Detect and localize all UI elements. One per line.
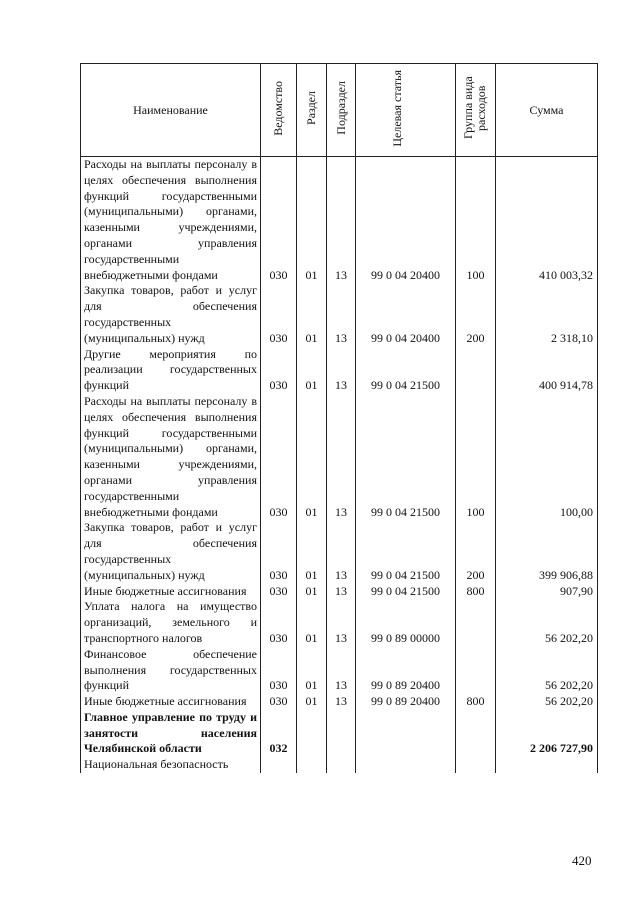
cell-razdel: 01 bbox=[297, 157, 327, 284]
cell-summa: 2 206 727,90 bbox=[496, 710, 598, 757]
cell-gruppa: 100 bbox=[456, 157, 496, 284]
header-gruppa: Группа вида расходов bbox=[456, 64, 496, 157]
cell-summa: 56 202,20 bbox=[496, 647, 598, 694]
cell-razdel: 01 bbox=[297, 599, 327, 646]
cell-podrazdel bbox=[327, 710, 356, 757]
cell-gruppa bbox=[456, 710, 496, 757]
header-summa: Сумма bbox=[496, 64, 598, 157]
table-row bbox=[81, 394, 598, 520]
cell-summa: 56 202,20 bbox=[496, 694, 598, 710]
table-row bbox=[81, 157, 598, 284]
cell-name: Закупка товаров, работ и услуг для обеспечения государственных (муниципальных) нужд bbox=[81, 283, 261, 346]
cell-name: Национальная безопасность bbox=[81, 757, 261, 773]
table-row bbox=[81, 347, 598, 394]
cell-name: Иные бюджетные ассигнования bbox=[81, 694, 261, 710]
table-row bbox=[81, 599, 598, 646]
cell-summa: 56 202,20 bbox=[496, 599, 598, 646]
table-row bbox=[81, 757, 598, 773]
cell-podrazdel bbox=[327, 757, 356, 773]
header-name: Наименование bbox=[81, 64, 261, 157]
cell-razdel: 01 bbox=[297, 584, 327, 600]
cell-celevaya bbox=[356, 710, 456, 757]
cell-celevaya: 99 0 04 20400 bbox=[356, 283, 456, 346]
cell-razdel: 01 bbox=[297, 647, 327, 694]
cell-vedomstvo: 030 bbox=[261, 647, 297, 694]
budget-table bbox=[80, 63, 598, 773]
header-celevaya: Целевая статья bbox=[356, 64, 456, 157]
cell-vedomstvo: 030 bbox=[261, 157, 297, 284]
cell-celevaya: 99 0 04 21500 bbox=[356, 520, 456, 583]
cell-gruppa: 800 bbox=[456, 694, 496, 710]
cell-gruppa bbox=[456, 757, 496, 773]
cell-gruppa: 100 bbox=[456, 394, 496, 520]
cell-celevaya: 99 0 04 21500 bbox=[356, 347, 456, 394]
header-vedomstvo: Ведомство bbox=[261, 64, 297, 157]
cell-podrazdel: 13 bbox=[327, 599, 356, 646]
cell-celevaya: 99 0 04 21500 bbox=[356, 584, 456, 600]
cell-gruppa bbox=[456, 347, 496, 394]
cell-summa bbox=[496, 757, 598, 773]
cell-razdel: 01 bbox=[297, 694, 327, 710]
table-body bbox=[81, 157, 598, 774]
cell-razdel bbox=[297, 710, 327, 757]
cell-vedomstvo: 030 bbox=[261, 347, 297, 394]
cell-razdel: 01 bbox=[297, 394, 327, 520]
cell-name: Расходы на выплаты персоналу в целях обеспечения выполнения функций государственными (муниципальными) органами, казенными учреждениями, органами управления государственными внебюджетными фондами bbox=[81, 157, 261, 284]
cell-gruppa bbox=[456, 599, 496, 646]
cell-vedomstvo: 030 bbox=[261, 394, 297, 520]
cell-name: Расходы на выплаты персоналу в целях обеспечения выполнения функций государственными (муниципальными) органами, казенными учреждениями, органами управления государственными внебюджетными фондами bbox=[81, 394, 261, 520]
cell-vedomstvo: 030 bbox=[261, 584, 297, 600]
cell-celevaya: 99 0 89 20400 bbox=[356, 647, 456, 694]
cell-name: Другие мероприятия по реализации государственных функций bbox=[81, 347, 261, 394]
cell-vedomstvo: 030 bbox=[261, 520, 297, 583]
cell-summa: 400 914,78 bbox=[496, 347, 598, 394]
cell-summa: 399 906,88 bbox=[496, 520, 598, 583]
cell-gruppa: 200 bbox=[456, 520, 496, 583]
cell-podrazdel: 13 bbox=[327, 647, 356, 694]
cell-razdel: 01 bbox=[297, 520, 327, 583]
cell-summa: 907,90 bbox=[496, 584, 598, 600]
cell-podrazdel: 13 bbox=[327, 394, 356, 520]
cell-razdel: 01 bbox=[297, 347, 327, 394]
cell-podrazdel: 13 bbox=[327, 283, 356, 346]
cell-name: Иные бюджетные ассигнования bbox=[81, 584, 261, 600]
cell-vedomstvo bbox=[261, 757, 297, 773]
header-podrazdel: Подраздел bbox=[327, 64, 356, 157]
cell-celevaya: 99 0 89 00000 bbox=[356, 599, 456, 646]
table-row bbox=[81, 710, 598, 757]
cell-vedomstvo: 030 bbox=[261, 283, 297, 346]
cell-summa: 2 318,10 bbox=[496, 283, 598, 346]
cell-podrazdel: 13 bbox=[327, 694, 356, 710]
cell-podrazdel: 13 bbox=[327, 584, 356, 600]
table-header-row bbox=[81, 64, 598, 157]
budget-document bbox=[80, 63, 597, 773]
cell-summa: 100,00 bbox=[496, 394, 598, 520]
cell-podrazdel: 13 bbox=[327, 347, 356, 394]
cell-celevaya: 99 0 04 20400 bbox=[356, 157, 456, 284]
cell-summa: 410 003,32 bbox=[496, 157, 598, 284]
cell-vedomstvo: 032 bbox=[261, 710, 297, 757]
cell-name: Уплата налога на имущество организаций, земельного и транспортного налогов bbox=[81, 599, 261, 646]
page-number: 420 bbox=[572, 853, 592, 868]
cell-celevaya: 99 0 89 20400 bbox=[356, 694, 456, 710]
cell-name: Закупка товаров, работ и услуг для обеспечения государственных (муниципальных) нужд bbox=[81, 520, 261, 583]
header-razdel: Раздел bbox=[297, 64, 327, 157]
table-row bbox=[81, 584, 598, 600]
cell-podrazdel: 13 bbox=[327, 520, 356, 583]
cell-vedomstvo: 030 bbox=[261, 599, 297, 646]
cell-name: Главное управление по труду и занятости населения Челябинской области bbox=[81, 710, 261, 757]
cell-celevaya bbox=[356, 757, 456, 773]
cell-gruppa: 800 bbox=[456, 584, 496, 600]
cell-podrazdel: 13 bbox=[327, 157, 356, 284]
cell-gruppa: 200 bbox=[456, 283, 496, 346]
table-row bbox=[81, 283, 598, 346]
cell-razdel bbox=[297, 757, 327, 773]
cell-vedomstvo: 030 bbox=[261, 694, 297, 710]
cell-razdel: 01 bbox=[297, 283, 327, 346]
table-row bbox=[81, 647, 598, 694]
table-row bbox=[81, 694, 598, 710]
cell-name: Финансовое обеспечение выполнения государственных функций bbox=[81, 647, 261, 694]
cell-gruppa bbox=[456, 647, 496, 694]
table-row bbox=[81, 520, 598, 583]
cell-celevaya: 99 0 04 21500 bbox=[356, 394, 456, 520]
